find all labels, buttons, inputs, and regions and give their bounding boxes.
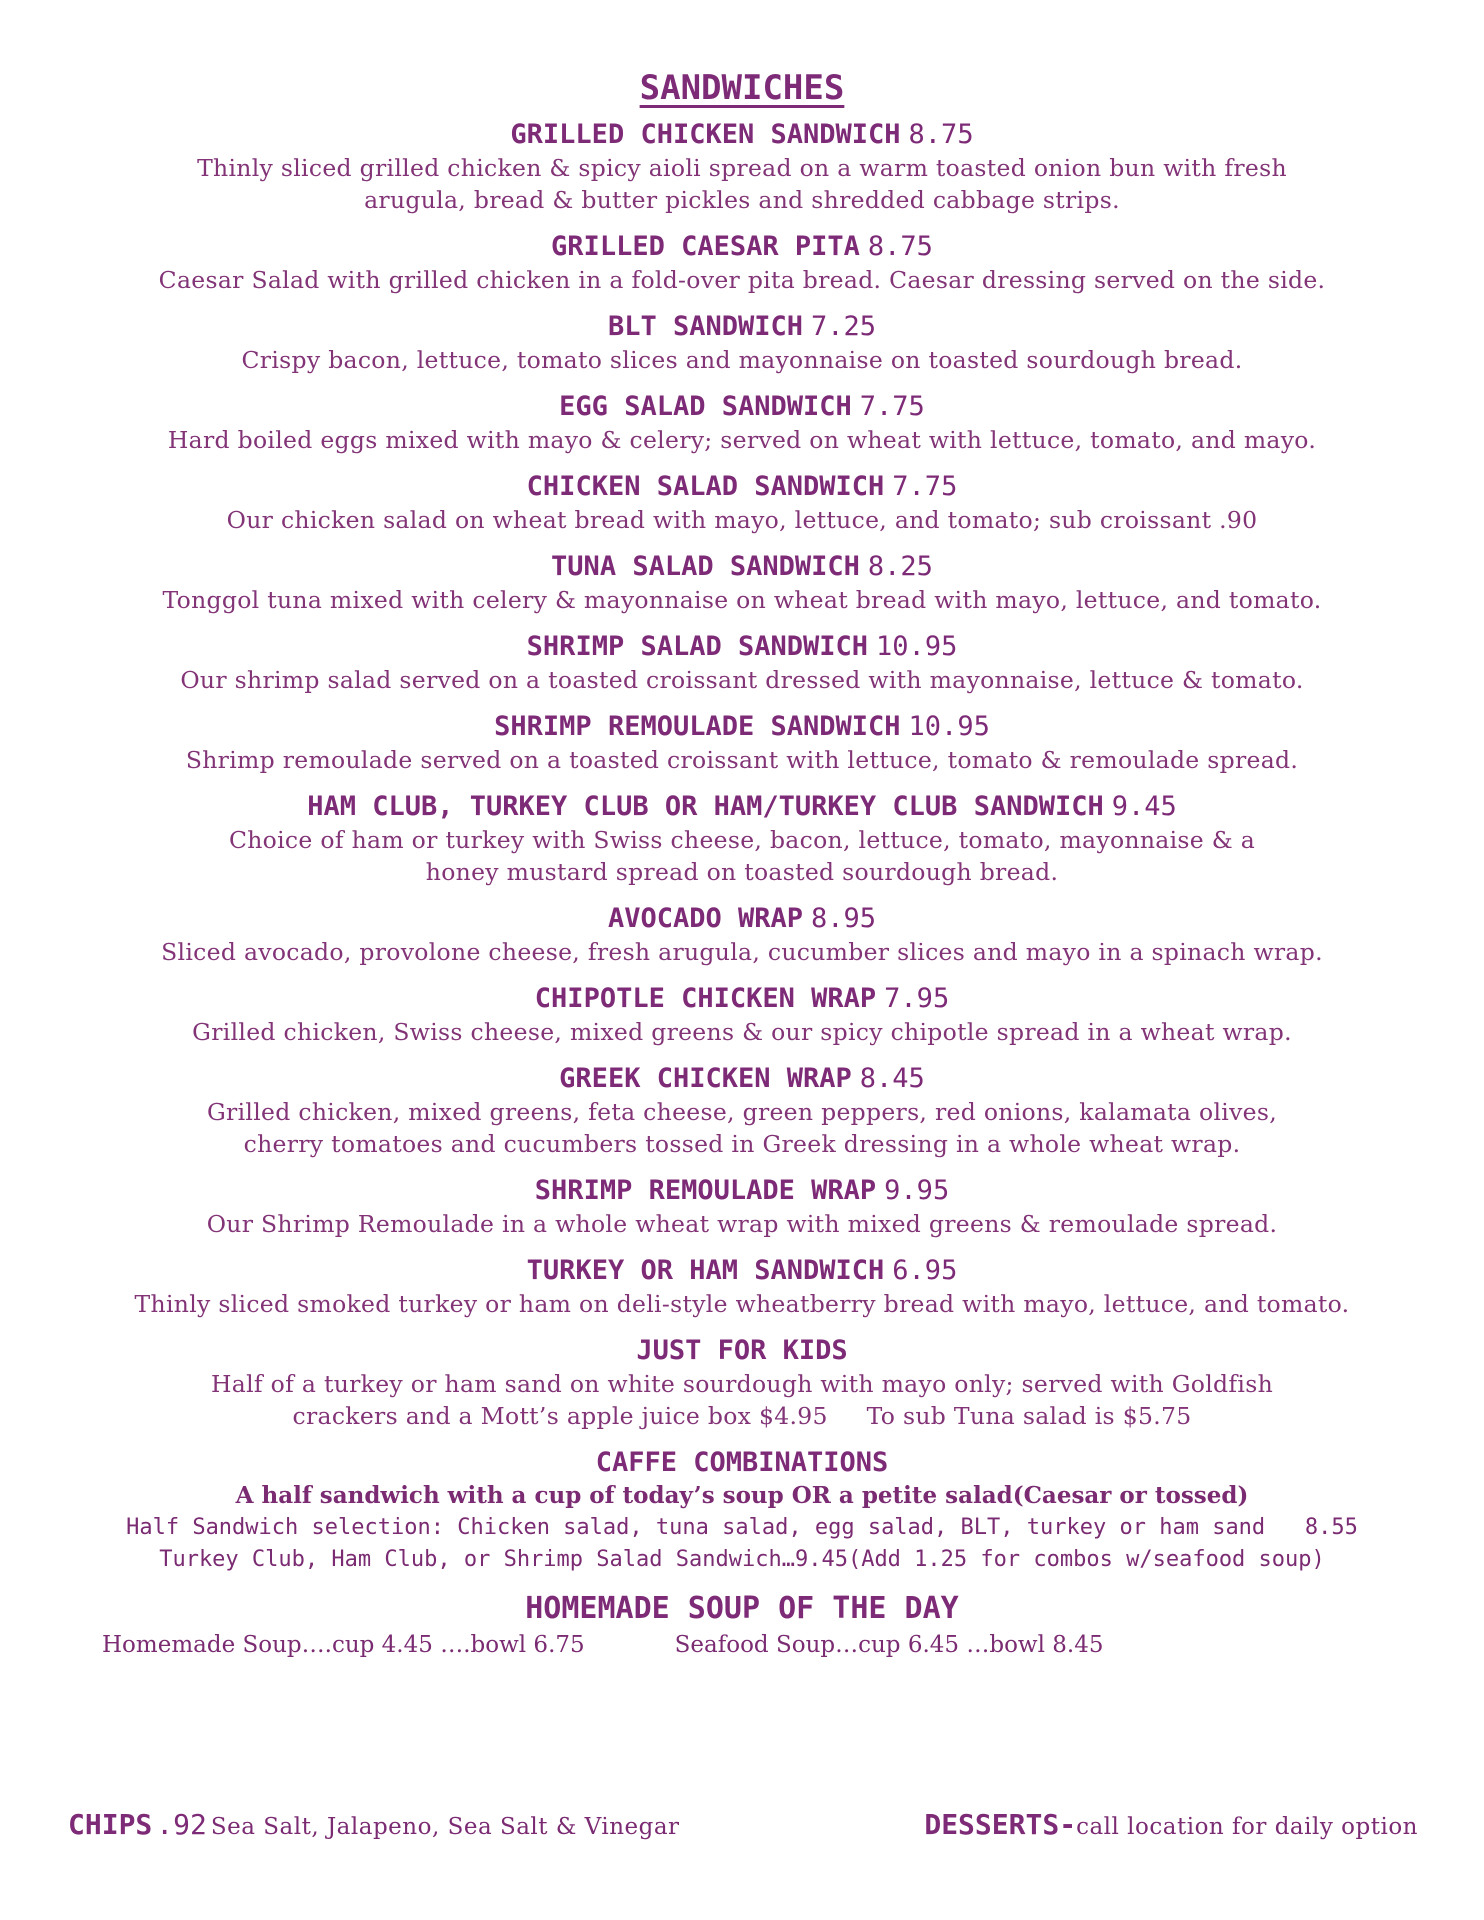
- menu-item-price: 8.95: [811, 903, 877, 934]
- menu-item-price: 8.25: [867, 551, 933, 582]
- desserts-info: [924, 1808, 1418, 1841]
- menu-item-title: [60, 390, 1424, 424]
- menu-item: [60, 230, 1424, 296]
- kids-desc-line: crackers and a Mott’s apple juice box $4.95 To sub Tuna salad is $5.75: [292, 1402, 1192, 1430]
- menu-item-price: 10.95: [876, 631, 958, 662]
- menu-item: [60, 118, 1424, 216]
- menu-item-name: SHRIMP REMOULADE WRAP: [534, 1175, 877, 1206]
- menu-item-title: [60, 310, 1424, 344]
- soup-prices-row: [60, 1628, 1424, 1662]
- menu-item-desc: arugula, bread & butter pickles and shredded cabbage strips.: [364, 186, 1120, 214]
- menu-body: [60, 68, 1424, 1676]
- menu-item: [60, 310, 1424, 376]
- menu-item-price: 8.75: [908, 119, 974, 150]
- combos-heading: CAFFE COMBINATIONS: [595, 1447, 889, 1478]
- menu-item-price: 7.95: [884, 983, 950, 1014]
- menu-item-price: 10.95: [908, 711, 990, 742]
- menu-item-title: [60, 1062, 1424, 1096]
- seafood-soup-price: Seafood Soup…cup 6.45 …bowl 8.45: [674, 1632, 1104, 1658]
- menu-item: [60, 982, 1424, 1048]
- menu-item-name: TUNA SALAD SANDWICH: [551, 551, 860, 582]
- menu-item-price: 9.45: [1111, 791, 1177, 822]
- menu-item: [60, 710, 1424, 776]
- chips-price: .92: [156, 1808, 207, 1841]
- menu-item-desc: Hard boiled eggs mixed with mayo & celery; served on wheat with lettuce, tomato, and mayo.: [167, 426, 1317, 454]
- menu-item-name: GRILLED CAESAR PITA: [551, 231, 860, 262]
- menu-item: [60, 790, 1424, 888]
- menu-item-name: SHRIMP SALAD SANDWICH: [526, 631, 869, 662]
- menu-item-desc: cherry tomatoes and cucumbers tossed in Greek dressing in a whole wheat wrap.: [243, 1130, 1241, 1158]
- menu-item-desc: Our Shrimp Remoulade in a whole wheat wrap with mixed greens & remoulade spread.: [206, 1210, 1278, 1238]
- menu-item-name: CHICKEN SALAD SANDWICH: [526, 471, 885, 502]
- desserts-label: DESSERTS-: [924, 1808, 1077, 1841]
- menu-item-desc: Our chicken salad on wheat bread with mayo, lettuce, and tomato; sub croissant .90: [226, 506, 1258, 534]
- menu-item-desc: Our shrimp salad served on a toasted croissant dressed with mayonnaise, lettuce & tomato.: [180, 666, 1304, 694]
- menu-item-title: [60, 790, 1424, 824]
- combos-line: Half Sandwich selection: Chicken salad, tuna salad, egg salad, BLT, turkey or ham sand 8.55: [126, 1515, 1358, 1540]
- page-title: SANDWICHES: [639, 68, 845, 108]
- combos-line: Turkey Club, Ham Club, or Shrimp Salad Sandwich…9.45(Add 1.25 for combos w/seafood soup): [159, 1547, 1325, 1572]
- menu-item-desc: Sliced avocado, provolone cheese, fresh arugula, cucumber slices and mayo in a spinach wrap.: [161, 938, 1323, 966]
- menu-item-name: BLT SANDWICH: [607, 311, 804, 342]
- menu-item-price: 7.25: [811, 311, 877, 342]
- menu-item: [60, 390, 1424, 456]
- menu-item-price: 9.95: [884, 1175, 950, 1206]
- menu-item-desc: Caesar Salad with grilled chicken in a fold-over pita bread. Caesar dressing served on the side.: [158, 266, 1326, 294]
- menu-item-title: [60, 982, 1424, 1016]
- menu-item-desc: Grilled chicken, Swiss cheese, mixed greens & our spicy chipotle spread in a wheat wrap.: [192, 1018, 1292, 1046]
- chips-flavors: Sea Salt, Jalapeno, Sea Salt & Vinegar: [210, 1814, 680, 1840]
- menu-item-name: SHRIMP REMOULADE SANDWICH: [494, 711, 901, 742]
- kids-desc-line: Half of a turkey or ham sand on white sourdough with mayo only; served with Goldfish: [210, 1370, 1274, 1398]
- menu-item-title: [60, 470, 1424, 504]
- menu-item-price: 7.75: [859, 391, 925, 422]
- menu-item-title: [60, 1254, 1424, 1288]
- footer-row: [68, 1808, 1418, 1841]
- menu-item-title: [60, 230, 1424, 264]
- menu-item-desc: Tonggol tuna mixed with celery & mayonnaise on wheat bread with mayo, lettuce, and tomato.: [162, 586, 1322, 614]
- menu-item: [60, 550, 1424, 616]
- menu-item-name: AVOCADO WRAP: [607, 903, 804, 934]
- menu-item-title: [60, 710, 1424, 744]
- menu-item-name: CHIPOTLE CHICKEN WRAP: [534, 983, 877, 1014]
- menu-item-price: 8.75: [867, 231, 933, 262]
- menu-item: [60, 1062, 1424, 1160]
- combos-section: [60, 1446, 1424, 1576]
- menu-item-desc: Crispy bacon, lettuce, tomato slices and mayonnaise on toasted sourdough bread.: [241, 346, 1243, 374]
- chips-label: CHIPS: [68, 1808, 153, 1841]
- menu-item: [60, 630, 1424, 696]
- menu-item-title: [60, 118, 1424, 152]
- menu-item-desc: Grilled chicken, mixed greens, feta cheese, green peppers, red onions, kalamata olives,: [206, 1098, 1277, 1126]
- menu-item-title: [60, 630, 1424, 664]
- menu-item-name: TURKEY OR HAM SANDWICH: [526, 1255, 885, 1286]
- kids-heading: JUST FOR KIDS: [636, 1335, 848, 1366]
- menu-item-name: EGG SALAD SANDWICH: [559, 391, 852, 422]
- desserts-text: call location for daily option: [1076, 1814, 1418, 1840]
- menu-item-desc: honey mustard spread on toasted sourdough bread.: [425, 858, 1059, 886]
- menu-item-name: GREEK CHICKEN WRAP: [559, 1063, 852, 1094]
- menu-item-price: 8.45: [859, 1063, 925, 1094]
- menu-item-desc: Shrimp remoulade served on a toasted croissant with lettuce, tomato & remoulade spread.: [185, 746, 1299, 774]
- menu-item-price: 6.95: [892, 1255, 958, 1286]
- menu-item: [60, 1254, 1424, 1320]
- menu-item-title: [60, 1174, 1424, 1208]
- menu-item-price: 7.75: [892, 471, 958, 502]
- menu-item: [60, 470, 1424, 536]
- menu-item-desc: Thinly sliced grilled chicken & spicy aioli spread on a warm toasted onion bun with fresh: [197, 154, 1287, 182]
- homemade-soup-price: Homemade Soup….cup 4.45 ….bowl 6.75: [102, 1632, 585, 1658]
- menu-items-list: [60, 118, 1424, 1320]
- combos-subheading: A half sandwich with a cup of today’s soup OR a petite salad(Caesar or tossed): [235, 1482, 1249, 1509]
- menu-item-name: HAM CLUB, TURKEY CLUB OR HAM/TURKEY CLUB SANDWICH: [307, 791, 1104, 822]
- menu-item: [60, 1174, 1424, 1240]
- menu-item: [60, 902, 1424, 968]
- kids-section: [60, 1334, 1424, 1432]
- menu-item-name: GRILLED CHICKEN SANDWICH: [510, 119, 901, 150]
- menu-item-title: [60, 902, 1424, 936]
- menu-item-desc: Choice of ham or turkey with Swiss cheese, bacon, lettuce, tomato, mayonnaise & a: [228, 826, 1256, 854]
- soup-heading: HOMEMADE SOUP OF THE DAY: [525, 1591, 959, 1626]
- menu-item-title: [60, 550, 1424, 584]
- soup-section: [60, 1590, 1424, 1662]
- menu-item-desc: Thinly sliced smoked turkey or ham on deli-style wheatberry bread with mayo, lettuce, and tomato.: [134, 1290, 1350, 1318]
- chips-info: [68, 1808, 680, 1841]
